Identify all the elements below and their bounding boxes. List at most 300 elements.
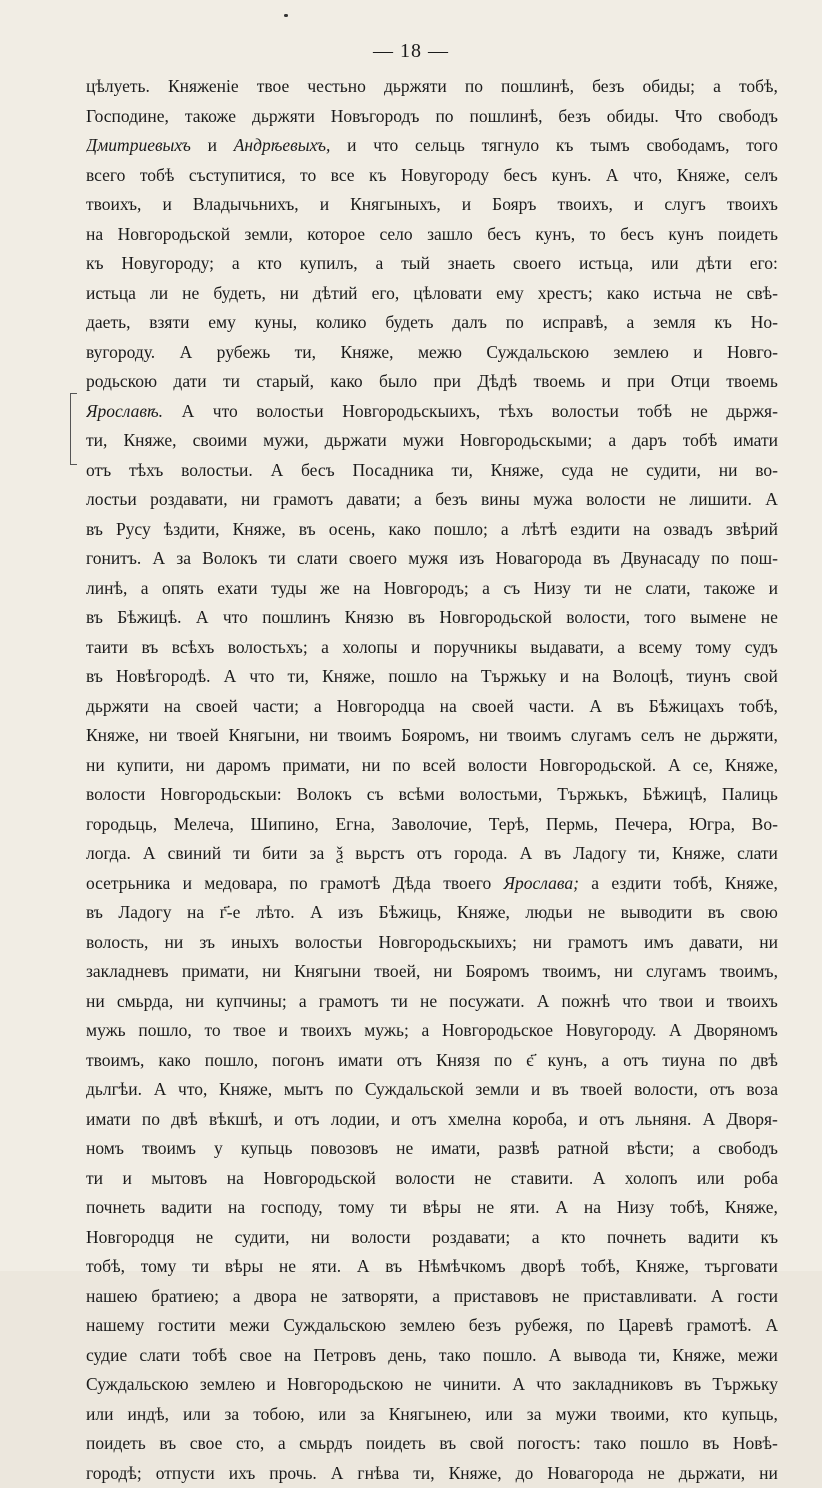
word: твое: [233, 1016, 266, 1046]
text-line: [86, 721, 778, 751]
word: льняня.: [635, 1105, 691, 1135]
word: почнеть: [607, 1223, 666, 1253]
word: по: [719, 1046, 737, 1076]
word: тобѣ,: [670, 1193, 709, 1223]
word: кто: [683, 1400, 707, 1430]
word: слати: [737, 839, 778, 869]
word: А: [512, 1370, 525, 1400]
word: тако: [594, 1429, 626, 1459]
word: развѣ: [498, 1134, 539, 1164]
word: А: [143, 839, 156, 869]
word: Ярослава;: [504, 869, 579, 899]
word: честьно: [307, 72, 366, 102]
word: вѣры: [423, 1193, 461, 1223]
word: грамотъ: [273, 485, 333, 515]
word: ни: [280, 279, 299, 309]
word: все: [331, 161, 355, 191]
word: А: [668, 751, 681, 781]
word: тѣхъ: [499, 397, 533, 427]
word: и: [391, 1105, 400, 1135]
word: истьча: [653, 279, 701, 309]
word: купилъ,: [300, 249, 358, 279]
text-line: [86, 839, 778, 869]
word: безъ: [435, 485, 467, 515]
word: на: [584, 1193, 601, 1223]
word: твоихъ,: [558, 190, 613, 220]
word: ни: [614, 957, 633, 987]
word: въ: [86, 662, 103, 692]
text-line: [86, 1282, 778, 1312]
text-line: [86, 1252, 778, 1282]
word: что,: [633, 161, 662, 191]
word: яти.: [312, 1252, 341, 1282]
word: на: [633, 515, 650, 545]
word: лѣто.: [256, 898, 295, 928]
word: А: [180, 338, 193, 368]
word: кто: [257, 249, 281, 279]
word: Новгородця: [86, 1223, 174, 1253]
text-line: [86, 633, 778, 663]
word: твоемь: [726, 367, 778, 397]
word: Новгородьскыихъ;: [378, 928, 516, 958]
word: бесъ: [487, 220, 521, 250]
word: село: [379, 220, 412, 250]
word: Волокъ: [297, 780, 352, 810]
word: что,: [178, 1075, 207, 1105]
word: знаеть: [448, 249, 495, 279]
word: пошло.: [483, 1341, 536, 1371]
word: волости: [351, 1223, 410, 1253]
word: дворѣ: [521, 1252, 565, 1282]
word: въ: [552, 1075, 569, 1105]
text-line: [86, 131, 778, 161]
word: логда.: [86, 839, 131, 869]
word: своей: [196, 692, 238, 722]
word: а: [627, 308, 635, 338]
word: А: [196, 603, 209, 633]
word: пошло: [388, 662, 437, 692]
word: сельць: [415, 131, 465, 161]
word: линѣ,: [86, 574, 127, 604]
word: тобою,: [253, 1400, 304, 1430]
text-line: [86, 928, 778, 958]
word: хмелна: [448, 1105, 501, 1135]
word: Новѣ-: [733, 1429, 778, 1459]
word: Бояромъ: [465, 957, 529, 987]
word: твоимъ,: [542, 957, 600, 987]
word: Княже,: [340, 338, 393, 368]
word: кто: [561, 1223, 585, 1253]
word: кунъ: [668, 220, 703, 250]
body-text: [86, 72, 778, 1488]
word: отъ: [599, 1105, 624, 1135]
word: а: [432, 1282, 440, 1312]
word: ти,: [86, 426, 107, 456]
word: того: [746, 131, 778, 161]
word: твоего: [443, 869, 491, 899]
word: како: [330, 367, 362, 397]
word: А: [669, 1016, 682, 1046]
word: колико: [316, 308, 367, 338]
word: мужь: [86, 1016, 126, 1046]
word: Палиць: [722, 780, 778, 810]
word: тобѣ,: [581, 1252, 620, 1282]
word: рубежя,: [515, 1311, 573, 1341]
word: Новгородьскыи:: [160, 780, 281, 810]
word: безъ: [469, 1311, 501, 1341]
word: ѯ: [336, 839, 343, 869]
word: Княже,: [491, 456, 544, 486]
word: осень,: [329, 515, 376, 545]
word: истьца,: [579, 249, 633, 279]
word: что: [536, 1370, 561, 1400]
word: А: [271, 456, 284, 486]
word: было: [379, 367, 417, 397]
word: А: [520, 839, 533, 869]
word: пошлинѣ,: [501, 72, 574, 102]
word: на: [227, 1164, 244, 1194]
word: или: [485, 1400, 512, 1430]
word: вымене: [690, 603, 746, 633]
word: Ярославѣ.: [86, 397, 163, 427]
word: бесъ: [620, 220, 654, 250]
word: а: [501, 515, 509, 545]
word: будеть,: [213, 279, 266, 309]
word: погостъ:: [517, 1429, 580, 1459]
word: и: [579, 1105, 588, 1135]
word: или: [86, 1400, 113, 1430]
word: роздавати;: [432, 1223, 510, 1253]
word: не: [311, 1282, 328, 1312]
word: Суждальскою: [86, 1370, 189, 1400]
word: ездити: [570, 515, 620, 545]
word: вугороду.: [86, 338, 155, 368]
word: выводити: [621, 898, 693, 928]
word: прочь.: [269, 1459, 317, 1488]
word: по: [290, 869, 308, 899]
text-line: [86, 456, 778, 486]
word: людьи: [525, 898, 572, 928]
text-line: [86, 1341, 778, 1371]
word: опять: [162, 574, 204, 604]
word: земли: [475, 1075, 519, 1105]
word: и: [705, 987, 714, 1017]
word: и: [183, 869, 192, 899]
word: кунъ,: [548, 1046, 588, 1076]
word: А: [555, 1193, 568, 1223]
word: нашему: [86, 1311, 144, 1341]
word: тобѣ: [683, 426, 718, 456]
word: не: [648, 1459, 665, 1488]
text-line: [86, 751, 778, 781]
word: волости: [468, 751, 527, 781]
word: А: [331, 1459, 344, 1488]
word: что: [622, 987, 647, 1017]
word: гонитъ.: [86, 544, 141, 574]
word: Княже,: [219, 1075, 272, 1105]
word: закладниковъ: [572, 1370, 673, 1400]
word: озвадъ: [663, 515, 712, 545]
word: сто,: [236, 1429, 264, 1459]
word: его:: [750, 249, 778, 279]
text-line: [86, 161, 778, 191]
word: части.: [529, 692, 575, 722]
word: дьржяти,: [711, 721, 778, 751]
word: туды: [271, 574, 307, 604]
word: А: [182, 397, 195, 427]
word: Отци: [671, 367, 710, 397]
word: роздавати,: [150, 485, 228, 515]
word: имъ: [644, 928, 674, 958]
text-line: [86, 1459, 778, 1488]
text-line: [86, 603, 778, 633]
text-line: [86, 987, 778, 1017]
word: ти: [192, 1252, 209, 1282]
word: а: [278, 1429, 286, 1459]
word: двора: [254, 1282, 296, 1312]
word: ни: [434, 957, 453, 987]
word: своего: [349, 544, 397, 574]
word: Княгынею,: [389, 1400, 472, 1430]
word: грамотѣ: [320, 869, 380, 899]
word: двѣ: [171, 1105, 198, 1135]
word: отъ: [623, 1046, 648, 1076]
text-line: [86, 1429, 778, 1459]
word: и: [266, 1370, 275, 1400]
word: волостьхъ;: [228, 633, 308, 663]
word: Князю: [345, 603, 394, 633]
text-line: [86, 515, 778, 545]
word: Княже,: [725, 869, 778, 899]
text-line: [86, 485, 778, 515]
word: ти,: [451, 456, 472, 486]
word: слугъ: [664, 190, 705, 220]
word: А: [606, 161, 619, 191]
word: и: [693, 338, 702, 368]
word: и: [208, 131, 217, 161]
word: Нѣмѣчкомъ: [418, 1252, 506, 1282]
word: дьржати: [325, 426, 387, 456]
word: вывода: [573, 1341, 626, 1371]
word: слати: [297, 544, 338, 574]
word: ни: [533, 928, 552, 958]
word: зъ: [199, 928, 215, 958]
word: поидеть: [366, 1429, 426, 1459]
word: тымъ: [590, 131, 630, 161]
word: ни: [759, 1459, 778, 1488]
text-line: [86, 810, 778, 840]
word: твоимъ: [338, 721, 392, 751]
word: мытовъ: [151, 1164, 207, 1194]
word: Посадника: [352, 456, 433, 486]
word: рубежь: [217, 338, 271, 368]
word: ни: [262, 957, 281, 987]
word: яти.: [510, 1193, 539, 1223]
word: обиды;: [642, 72, 695, 102]
word: истьца: [86, 279, 136, 309]
word: то: [204, 1016, 220, 1046]
word: ти,: [295, 338, 316, 368]
word: твоемь: [534, 367, 586, 397]
word: а: [232, 249, 240, 279]
word: ни: [149, 721, 168, 751]
word: свѣ-: [747, 279, 778, 309]
word: Печера,: [615, 810, 672, 840]
word: холопъ: [625, 1164, 678, 1194]
word: Тържьку: [481, 662, 547, 692]
word: Новѣгородѣ.: [116, 662, 210, 692]
word: слугамъ: [571, 721, 631, 751]
word: гостити: [158, 1311, 216, 1341]
word: отпусти: [156, 1459, 215, 1488]
word: его,: [372, 279, 400, 309]
word: не: [684, 721, 701, 751]
text-line: [86, 279, 778, 309]
word: Бѣжицахъ: [649, 692, 724, 722]
word: Волокъ: [202, 544, 257, 574]
word: бесъ: [503, 161, 537, 191]
word: зашло: [427, 220, 473, 250]
word: лишити.: [690, 485, 752, 515]
word: пошло,: [138, 1016, 191, 1046]
word: роба: [744, 1164, 778, 1194]
word: давати,: [690, 928, 743, 958]
word: взяти: [149, 308, 189, 338]
word: бити: [262, 839, 297, 869]
text-line: [86, 1311, 778, 1341]
text-line: [86, 1105, 778, 1135]
word: волости: [395, 1164, 454, 1194]
word: и: [279, 1016, 288, 1046]
word: а: [421, 1016, 429, 1046]
word: и: [769, 574, 778, 604]
word: ни: [309, 721, 328, 751]
word: мытъ: [284, 1075, 324, 1105]
word: изъ: [338, 898, 363, 928]
word: Бояромъ,: [401, 721, 469, 751]
word: къ: [86, 249, 104, 279]
word: Новгородца: [337, 692, 425, 722]
word: твоимъ,: [86, 1046, 144, 1076]
word: Бѣжиць,: [379, 898, 442, 928]
word: на: [164, 692, 181, 722]
word: Княгыни,: [229, 721, 300, 751]
word: въ: [141, 633, 158, 663]
word: лѣтѣ: [522, 515, 557, 545]
word: ти: [86, 1164, 103, 1194]
word: тако: [439, 1341, 471, 1371]
word: не: [196, 1223, 213, 1253]
text-line: [86, 1075, 778, 1105]
word: волости: [86, 780, 145, 810]
word: мужя: [408, 544, 448, 574]
word: всѣхъ: [172, 633, 215, 663]
word: ни: [479, 721, 498, 751]
text-line: [86, 1016, 778, 1046]
word: ни: [186, 751, 205, 781]
word: Петровъ: [313, 1341, 376, 1371]
word: ти,: [639, 1341, 660, 1371]
word: а: [376, 249, 384, 279]
word: кунъ.: [552, 161, 592, 191]
word: нашею: [86, 1282, 137, 1312]
word: межи: [229, 1311, 269, 1341]
word: ездити: [611, 869, 661, 899]
word: по: [711, 544, 729, 574]
word: селъ: [641, 721, 675, 751]
word: чинити.: [443, 1370, 501, 1400]
word: ли: [150, 279, 168, 309]
word: А: [357, 1252, 370, 1282]
word: купьць: [241, 1134, 293, 1164]
word: на: [228, 1193, 245, 1223]
word: а: [321, 633, 329, 663]
word: въ: [593, 544, 610, 574]
word: Двунасаду: [621, 544, 700, 574]
word: пошло;: [434, 515, 488, 545]
word: за: [310, 839, 325, 869]
word: тиунъ: [687, 662, 731, 692]
word: волостьи: [552, 397, 619, 427]
word: всего: [86, 161, 125, 191]
word: межю: [418, 338, 462, 368]
word: вѣкшѣ,: [209, 1105, 263, 1135]
word: при: [434, 367, 461, 397]
word: твоимъ: [507, 721, 561, 751]
word: обиды.: [607, 102, 659, 132]
word: Заволочие,: [392, 810, 473, 840]
word: Новгородьское: [442, 1016, 553, 1046]
word: твои: [659, 987, 693, 1017]
word: твоихъ: [727, 190, 778, 220]
word: кунъ,: [535, 220, 575, 250]
word: примати,: [182, 957, 249, 987]
word: не: [474, 1164, 491, 1194]
word: а: [414, 485, 422, 515]
word: бесъ: [301, 456, 335, 486]
word: отъ: [397, 1046, 422, 1076]
word: а: [713, 72, 721, 102]
word: далъ: [452, 308, 487, 338]
text-line: [86, 1134, 778, 1164]
word: Новгородьской: [439, 603, 552, 633]
text-line: [86, 1164, 778, 1194]
text-line: [86, 367, 778, 397]
word: ти: [584, 574, 601, 604]
word: за: [176, 544, 191, 574]
word: Княже,: [322, 662, 375, 692]
word: Дѣдѣ: [477, 367, 517, 397]
word: Княже,: [233, 515, 286, 545]
word: ни: [759, 928, 778, 958]
word: къ: [714, 308, 732, 338]
word: части;: [253, 692, 299, 722]
word: Суждальской: [365, 1075, 464, 1105]
word: вѣры: [225, 1252, 263, 1282]
word: како: [158, 1046, 190, 1076]
word: не: [615, 574, 632, 604]
word: погонъ: [272, 1046, 324, 1076]
word: поидеть: [86, 1429, 146, 1459]
word: къ: [369, 161, 387, 191]
word: ти: [233, 839, 250, 869]
word: слати,: [645, 574, 690, 604]
word: Княгыни: [294, 957, 361, 987]
word: ти: [223, 367, 240, 397]
word: же: [320, 574, 340, 604]
word: свободамъ,: [646, 131, 729, 161]
word: мужа: [533, 485, 572, 515]
